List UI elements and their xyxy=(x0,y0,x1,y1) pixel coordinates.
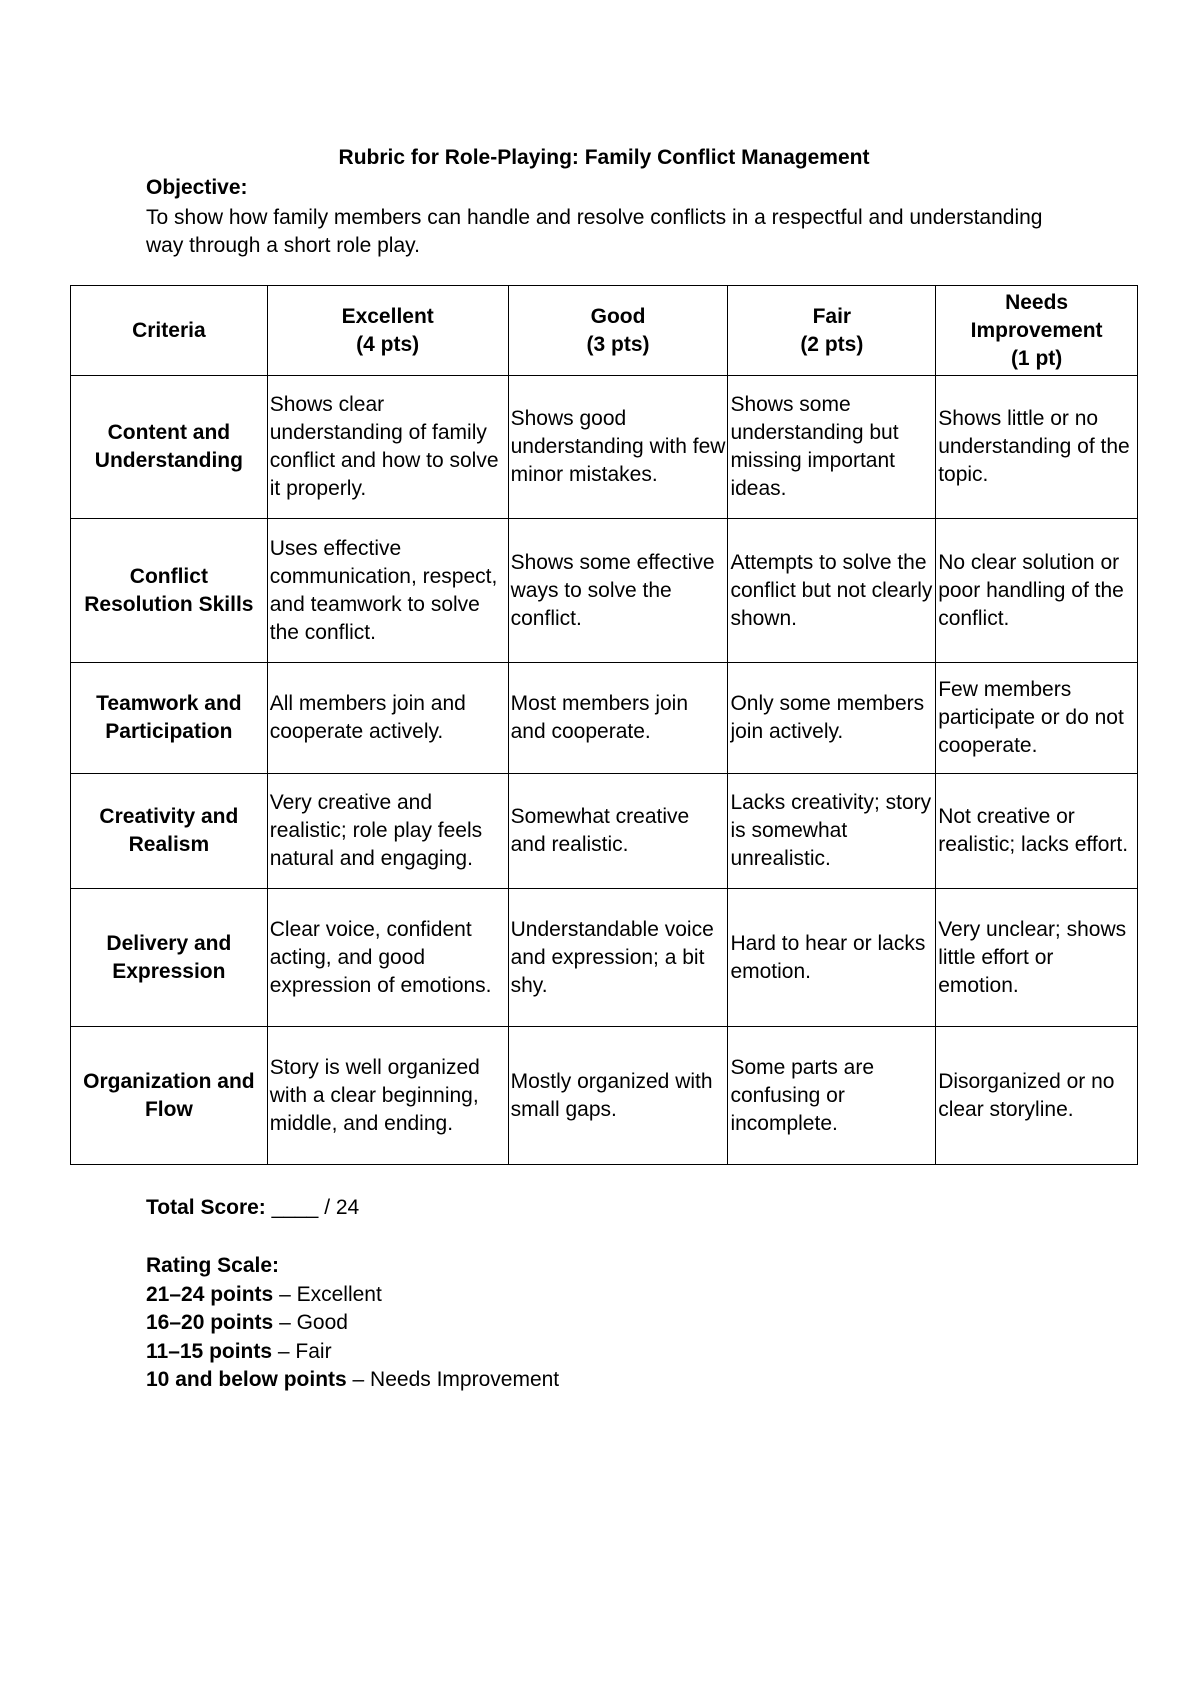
criteria-cell: Delivery and Expression xyxy=(71,889,268,1027)
excellent-cell: All members join and cooperate actively. xyxy=(267,663,508,774)
rating-scale-label: Rating Scale: xyxy=(146,1254,280,1277)
criteria-cell: Organization and Flow xyxy=(71,1027,268,1165)
rubric-table xyxy=(70,285,1138,1165)
needs-improvement-cell: Very unclear; shows little effort or emotion. xyxy=(936,889,1138,1027)
header-excellent: Excellent (4 pts) xyxy=(267,286,508,376)
table-header-row xyxy=(71,286,1138,376)
good-cell: Shows good understanding with few minor mistakes. xyxy=(508,376,728,519)
needs-improvement-cell: Disorganized or no clear storyline. xyxy=(936,1027,1138,1165)
rating-scale-item: 11–15 points – Fair xyxy=(146,1339,332,1363)
total-score-value: ____ / 24 xyxy=(271,1196,360,1219)
excellent-cell: Shows clear understanding of family conflict and how to solve it properly. xyxy=(267,376,508,519)
criteria-cell: Creativity and Realism xyxy=(71,774,268,889)
criteria-cell: Content and Understanding xyxy=(71,376,268,519)
table-row xyxy=(71,774,1138,889)
objective-text: To show how family members can handle and resolve conflicts in a respectful and understanding way through a short role play. xyxy=(146,206,1043,257)
fair-cell: Lacks creativity; story is somewhat unrealistic. xyxy=(728,774,936,889)
criteria-cell: Teamwork and Participation xyxy=(71,663,268,774)
fair-cell: Hard to hear or lacks emotion. xyxy=(728,889,936,1027)
needs-improvement-cell: No clear solution or poor handling of the conflict. xyxy=(936,519,1138,663)
total-score-label: Total Score: xyxy=(146,1196,266,1219)
rating-scale-item: 21–24 points – Excellent xyxy=(146,1282,382,1306)
header-good: Good (3 pts) xyxy=(508,286,728,376)
header-needs-improvement: Needs Improvement (1 pt) xyxy=(936,286,1138,376)
needs-improvement-cell: Shows little or no understanding of the topic. xyxy=(936,376,1138,519)
table-row xyxy=(71,1027,1138,1165)
excellent-cell: Story is well organized with a clear beginning, middle, and ending. xyxy=(267,1027,508,1165)
total-score xyxy=(146,1196,359,1220)
needs-improvement-cell: Not creative or realistic; lacks effort. xyxy=(936,774,1138,889)
rating-scale-item: 10 and below points – Needs Improvement xyxy=(146,1368,560,1391)
good-cell: Most members join and cooperate. xyxy=(508,663,728,774)
excellent-cell: Very creative and realistic; role play feels natural and engaging. xyxy=(267,774,508,889)
excellent-cell: Clear voice, confident acting, and good expression of emotions. xyxy=(267,889,508,1027)
good-cell: Mostly organized with small gaps. xyxy=(508,1027,728,1165)
table-row xyxy=(71,519,1138,663)
fair-cell: Some parts are confusing or incomplete. xyxy=(728,1027,936,1165)
good-cell: Shows some effective ways to solve the conflict. xyxy=(508,519,728,663)
rating-scale xyxy=(146,1252,559,1395)
header-fair: Fair (2 pts) xyxy=(728,286,936,376)
needs-improvement-cell: Few members participate or do not cooperate. xyxy=(936,663,1138,774)
header-criteria: Criteria xyxy=(71,286,268,376)
table-row xyxy=(71,663,1138,774)
excellent-cell: Uses effective communication, respect, and teamwork to solve the conflict. xyxy=(267,519,508,663)
document-title: Rubric for Role-Playing: Family Conflict Management xyxy=(338,146,870,169)
fair-cell: Attempts to solve the conflict but not clearly shown. xyxy=(728,519,936,663)
objective-label: Objective: xyxy=(146,176,248,199)
fair-cell: Only some members join actively. xyxy=(728,663,936,774)
good-cell: Somewhat creative and realistic. xyxy=(508,774,728,889)
fair-cell: Shows some understanding but missing important ideas. xyxy=(728,376,936,519)
criteria-cell: Conflict Resolution Skills xyxy=(71,519,268,663)
table-row xyxy=(71,889,1138,1027)
table-row xyxy=(71,376,1138,519)
rating-scale-item: 16–20 points – Good xyxy=(146,1311,348,1334)
good-cell: Understandable voice and expression; a bit shy. xyxy=(508,889,728,1027)
